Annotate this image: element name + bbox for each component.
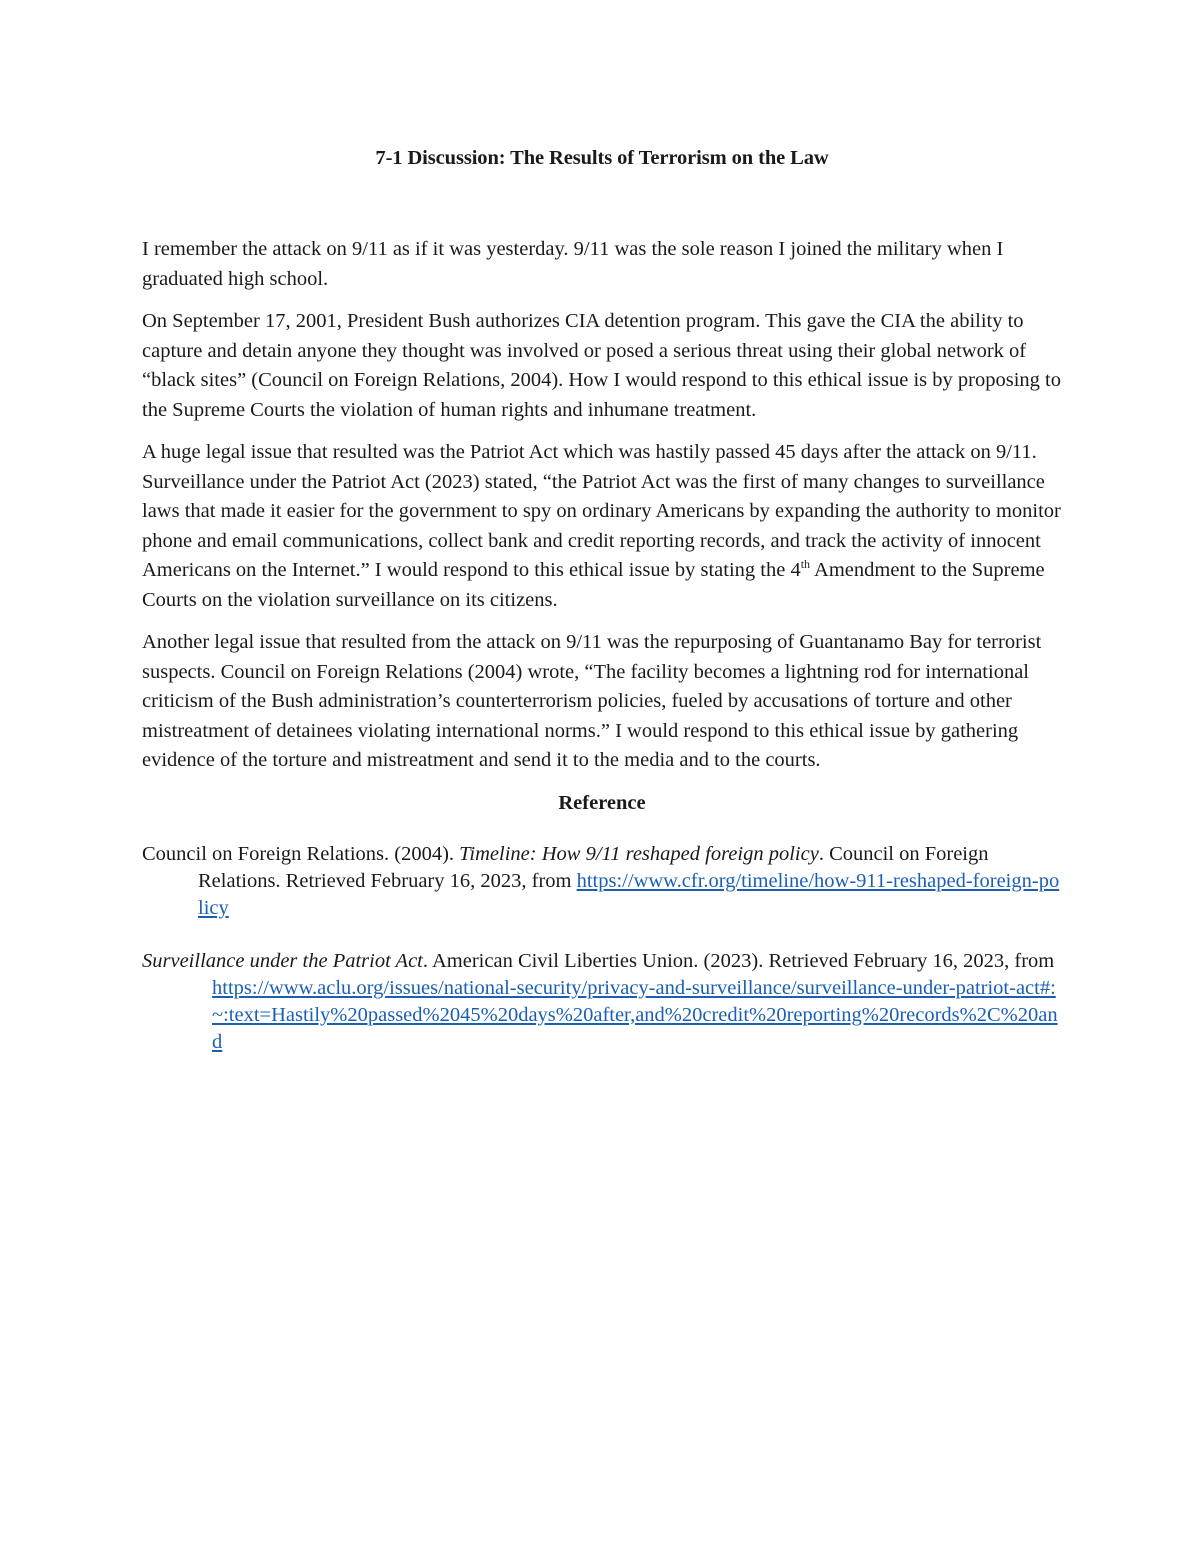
ordinal-superscript: th [800,557,811,572]
reference-1-title: Timeline: How 9/11 reshaped foreign policy [459,842,819,865]
paragraph-3-text-a: A huge legal issue that resulted was the Patriot Act which was hastily passed 45 days after the attack on 9/11. Surveillance under the Patriot Act (2023) stated, “the Patriot Act was the first of many changes to surveillance laws that made it easier for the government to spy on ordinary Americans by expanding the authority to monitor phone and email communications, collect bank and credit reporting records, and track the activity of innocent Americans on the Internet.” I would respond to this ethical issue by stating the 4 [142,441,1061,581]
reference-heading: Reference [558,791,646,814]
reference-1-source: . Council on Foreign Relations. Retrieved February 16, 2023, from [198,842,989,892]
reference-entry-cfr [142,841,1062,922]
reference-2-title: Surveillance under the Patriot Act [142,949,423,972]
reference-1-author: Council on Foreign Relations. (2004). [142,842,460,865]
document-title: 7-1 Discussion: The Results of Terrorism on the Law [375,147,829,169]
document-body [142,144,1062,1082]
reference-entry-aclu [142,948,1062,1056]
paragraph-4: Another legal issue that resulted from the attack on 9/11 was the repurposing of Guantanamo Bay for terrorist suspects. Council on Foreign Relations (2004) wrote, “The facility becomes a lightning rod for international criticism of the Bush administration’s counterterrorism policies, fueled by accusations of torture and other mistreatment of detainees violating international norms.” I would respond to this ethical issue by gathering evidence of the torture and mistreatment and send it to the media and to the courts. [142,631,1042,771]
reference-1-link[interactable]: https://www.cfr.org/timeline/how-911-reshaped-foreign-policy [198,869,1060,919]
paragraph-3-text-b: Amendment to the Supreme Courts on the violation surveillance on its citizens. [142,559,1045,611]
paragraph-1: I remember the attack on 9/11 as if it was yesterday. 9/11 was the sole reason I joined the military when I graduated high school. [142,238,1004,290]
reference-2-link[interactable]: https://www.aclu.org/issues/national-security/privacy-and-surveillance/surveillance-under-patriot-act#:~:text=Hastily%20passed%2045%20days%20after,and%20credit%20reporting%20records%2C%20and [212,976,1058,1053]
reference-2-source: . American Civil Liberties Union. (2023). Retrieved February 16, 2023, from [422,949,1055,972]
paragraph-2: On September 17, 2001, President Bush authorizes CIA detention program. This gave the CIA the ability to capture and detain anyone they thought was involved or posed a serious threat using their global network of “black sites” (Council on Foreign Relations, 2004). How I would respond to this ethical issue is by proposing to the Supreme Courts the violation of human rights and inhumane treatment. [142,310,1061,421]
paragraph-3 [142,438,1062,615]
